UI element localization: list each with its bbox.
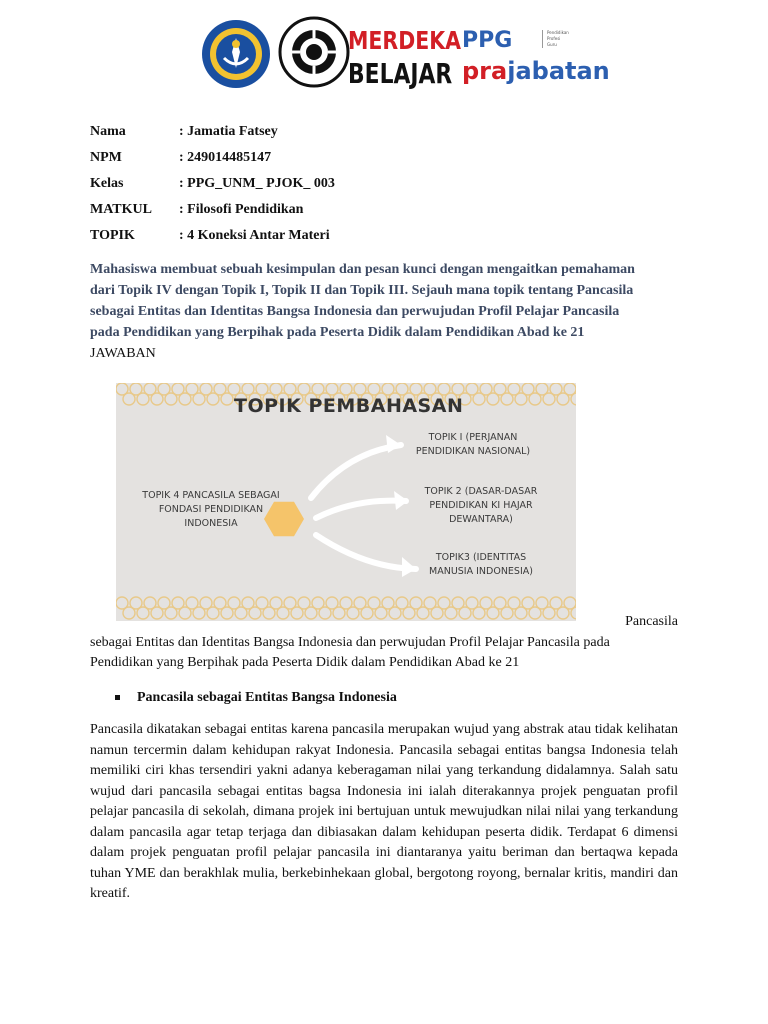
header-logos [200,14,610,94]
topic-slide-image [116,383,576,621]
pattern-top-scallop [165,393,177,405]
pattern-bottom-scallop [347,607,359,619]
pattern-top-scallop [137,393,149,405]
identity-key: Kelas [90,176,124,191]
prajabatan-part-b: jabatan [507,57,610,85]
pattern-bottom-scallop [445,607,457,619]
pattern-bottom-scallop [291,607,303,619]
bullet-square-icon [115,695,120,700]
pattern-top-scallop [473,393,485,405]
pattern-bottom-scallop [543,607,555,619]
merdeka-belajar-logo [348,26,461,92]
arrow-line [311,445,401,498]
identity-value: : 249014485147 [179,150,272,165]
pattern-bottom-scallop [305,607,317,619]
caption-line: Pendidikan yang Berpihak pada Peserta Didik dalam Pendidikan Abad ke 21 [90,655,520,670]
belajar-text: BELAJAR [348,57,453,90]
arrow-line [316,535,416,569]
pattern-top-scallop [207,393,219,405]
caption-rest [90,633,678,674]
pattern-bottom-scallop [235,607,247,619]
identity-key: NPM [90,150,122,165]
merdeka-text: MERDEKA [348,26,461,55]
unm-logo [278,16,350,92]
pattern-bottom-scallop [361,607,373,619]
slide-topic3-text: TOPIK3 (IDENTITAS MANUSIA INDONESIA) [429,552,533,577]
identity-value: : PPG_UNM_ PJOK_ 003 [179,176,335,191]
pattern-bottom-scallop [165,607,177,619]
pattern-bottom-scallop [417,607,429,619]
prajabatan-text [462,57,610,85]
kemdikbud-logo [200,18,272,90]
identity-value: : Jamatia Fatsey [179,124,278,139]
pattern-bottom-scallop [473,607,485,619]
caption-first-word: Pancasila [625,614,678,629]
ppg-sub-line: Profesi [547,36,561,41]
ppg-subtitle [542,30,569,48]
pattern-bottom-scallop [389,607,401,619]
pattern-bottom-scallop [529,607,541,619]
slide-topic2-text: TOPIK 2 (DASAR-DASAR PENDIDIKAN KI HAJAR DEWANTARA) [424,486,538,525]
pattern-bottom-scallop [557,607,569,619]
arrow-line [316,501,406,518]
pattern-bottom-scallop [137,607,149,619]
pattern-bottom-scallop [403,607,415,619]
question-line: pada Pendidikan yang Berpihak pada Peserta Didik dalam Pendidikan Abad ke 21 [90,325,585,340]
answer-label: JAWABAN [90,346,156,361]
question-line: sebagai Entitas dan Identitas Bangsa Indonesia dan perwujudan Profil Pelajar Pancasila [90,304,620,319]
pattern-top-scallop [501,393,513,405]
pattern-top-scallop [221,393,233,405]
slide-topic4-text: TOPIK 4 PANCASILA SEBAGAI FONDASI PENDIDIKAN INDONESIA [142,490,280,529]
slide-title: TOPIK PEMBAHASAN [234,395,464,417]
pattern-bottom-scallop [487,607,499,619]
pattern-bottom-scallop [249,607,261,619]
pattern-bottom-scallop [151,607,163,619]
identity-value: : Filosofi Pendidikan [179,202,304,217]
section-heading-text: Pancasila sebagai Entitas Bangsa Indonesia [137,690,397,705]
pattern-bottom-scallop [333,607,345,619]
ppg-prajabatan-logo [462,28,612,98]
question-line: Mahasiswa membuat sebuah kesimpulan dan pesan kunci dengan mengaitkan pemahaman [90,262,635,277]
ppg-text: PPG [462,28,513,53]
identity-key: MATKUL [90,202,152,217]
identity-key: Nama [90,124,126,139]
pattern-top-scallop [123,393,135,405]
ppg-sub-line: Guru [547,42,557,47]
question-line: dari Topik IV dengan Topik I, Topik II dan Topik III. Sejauh mana topik tentang Pancasila [90,283,634,298]
pattern-top-scallop [179,393,191,405]
pattern-bottom-scallop [431,607,443,619]
slide-topic1-text: TOPIK I (PERJANAN PENDIDIKAN NASIONAL) [415,432,531,457]
pattern-bottom-scallop [515,607,527,619]
pattern-bottom-scallop [459,607,471,619]
pattern-bottom-scallop [501,607,513,619]
pattern-top-scallop [529,393,541,405]
pattern-top-scallop [557,393,569,405]
pattern-bottom-scallop [319,607,331,619]
pattern-top-scallop [487,393,499,405]
identity-value: : 4 Koneksi Antar Materi [179,228,330,243]
caption-line: sebagai Entitas dan Identitas Bangsa Indonesia dan perwujudan Profil Pelajar Pancasila pada [90,634,610,650]
pattern-top-scallop [543,393,555,405]
pattern-top-scallop [515,393,527,405]
pattern-bottom-scallop [179,607,191,619]
pattern-bottom-scallop [207,607,219,619]
identity-key: TOPIK [90,228,135,243]
pattern-bottom-scallop [123,607,135,619]
prajabatan-part-a: pra [462,57,508,85]
assignment-question [90,259,678,343]
pattern-bottom-scallop [263,607,275,619]
pattern-bottom-scallop [375,607,387,619]
pattern-top-scallop [193,393,205,405]
pattern-top-scallop [151,393,163,405]
pattern-bottom-scallop [277,607,289,619]
pattern-bottom-scallop [221,607,233,619]
ppg-sub-line: Pendidikan [547,30,569,35]
section-paragraph: Pancasila dikatakan sebagai entitas karena pancasila merupakan wujud yang abstrak atau tidak kelihatan namun tercermin dalam kehidupan rakyat Indonesia. Pancasila sebagai entitas bangsa Indonesia telah memiliki ciri khas tersendiri yakni adanya keberagaman nilai yang terkandung didalamnya. Salah satu wujud dari pancasila sebagai entitas bagsa Indonesia ini ialah diterakannya projek penguatan profil pelajar pancasila di sekolah, dimana projek ini bertujuan untuk mewujudkan nilai nilai yang terkandung dalam pancasila agar tetap terjaga dan dibiasakan dalam kehidupan peserta didik. Terdapat 6 dimensi dalam projek penguatan profil pelajar pancasila ini diantaranya yaitu beriman dan bertaqwa kepada tuhan YME dan berakhlak mulia, berkebinhekaan global, bergotong royong, bernalar kritis, mandiri dan kreatif. [90,722,678,901]
pattern-bottom-scallop [193,607,205,619]
